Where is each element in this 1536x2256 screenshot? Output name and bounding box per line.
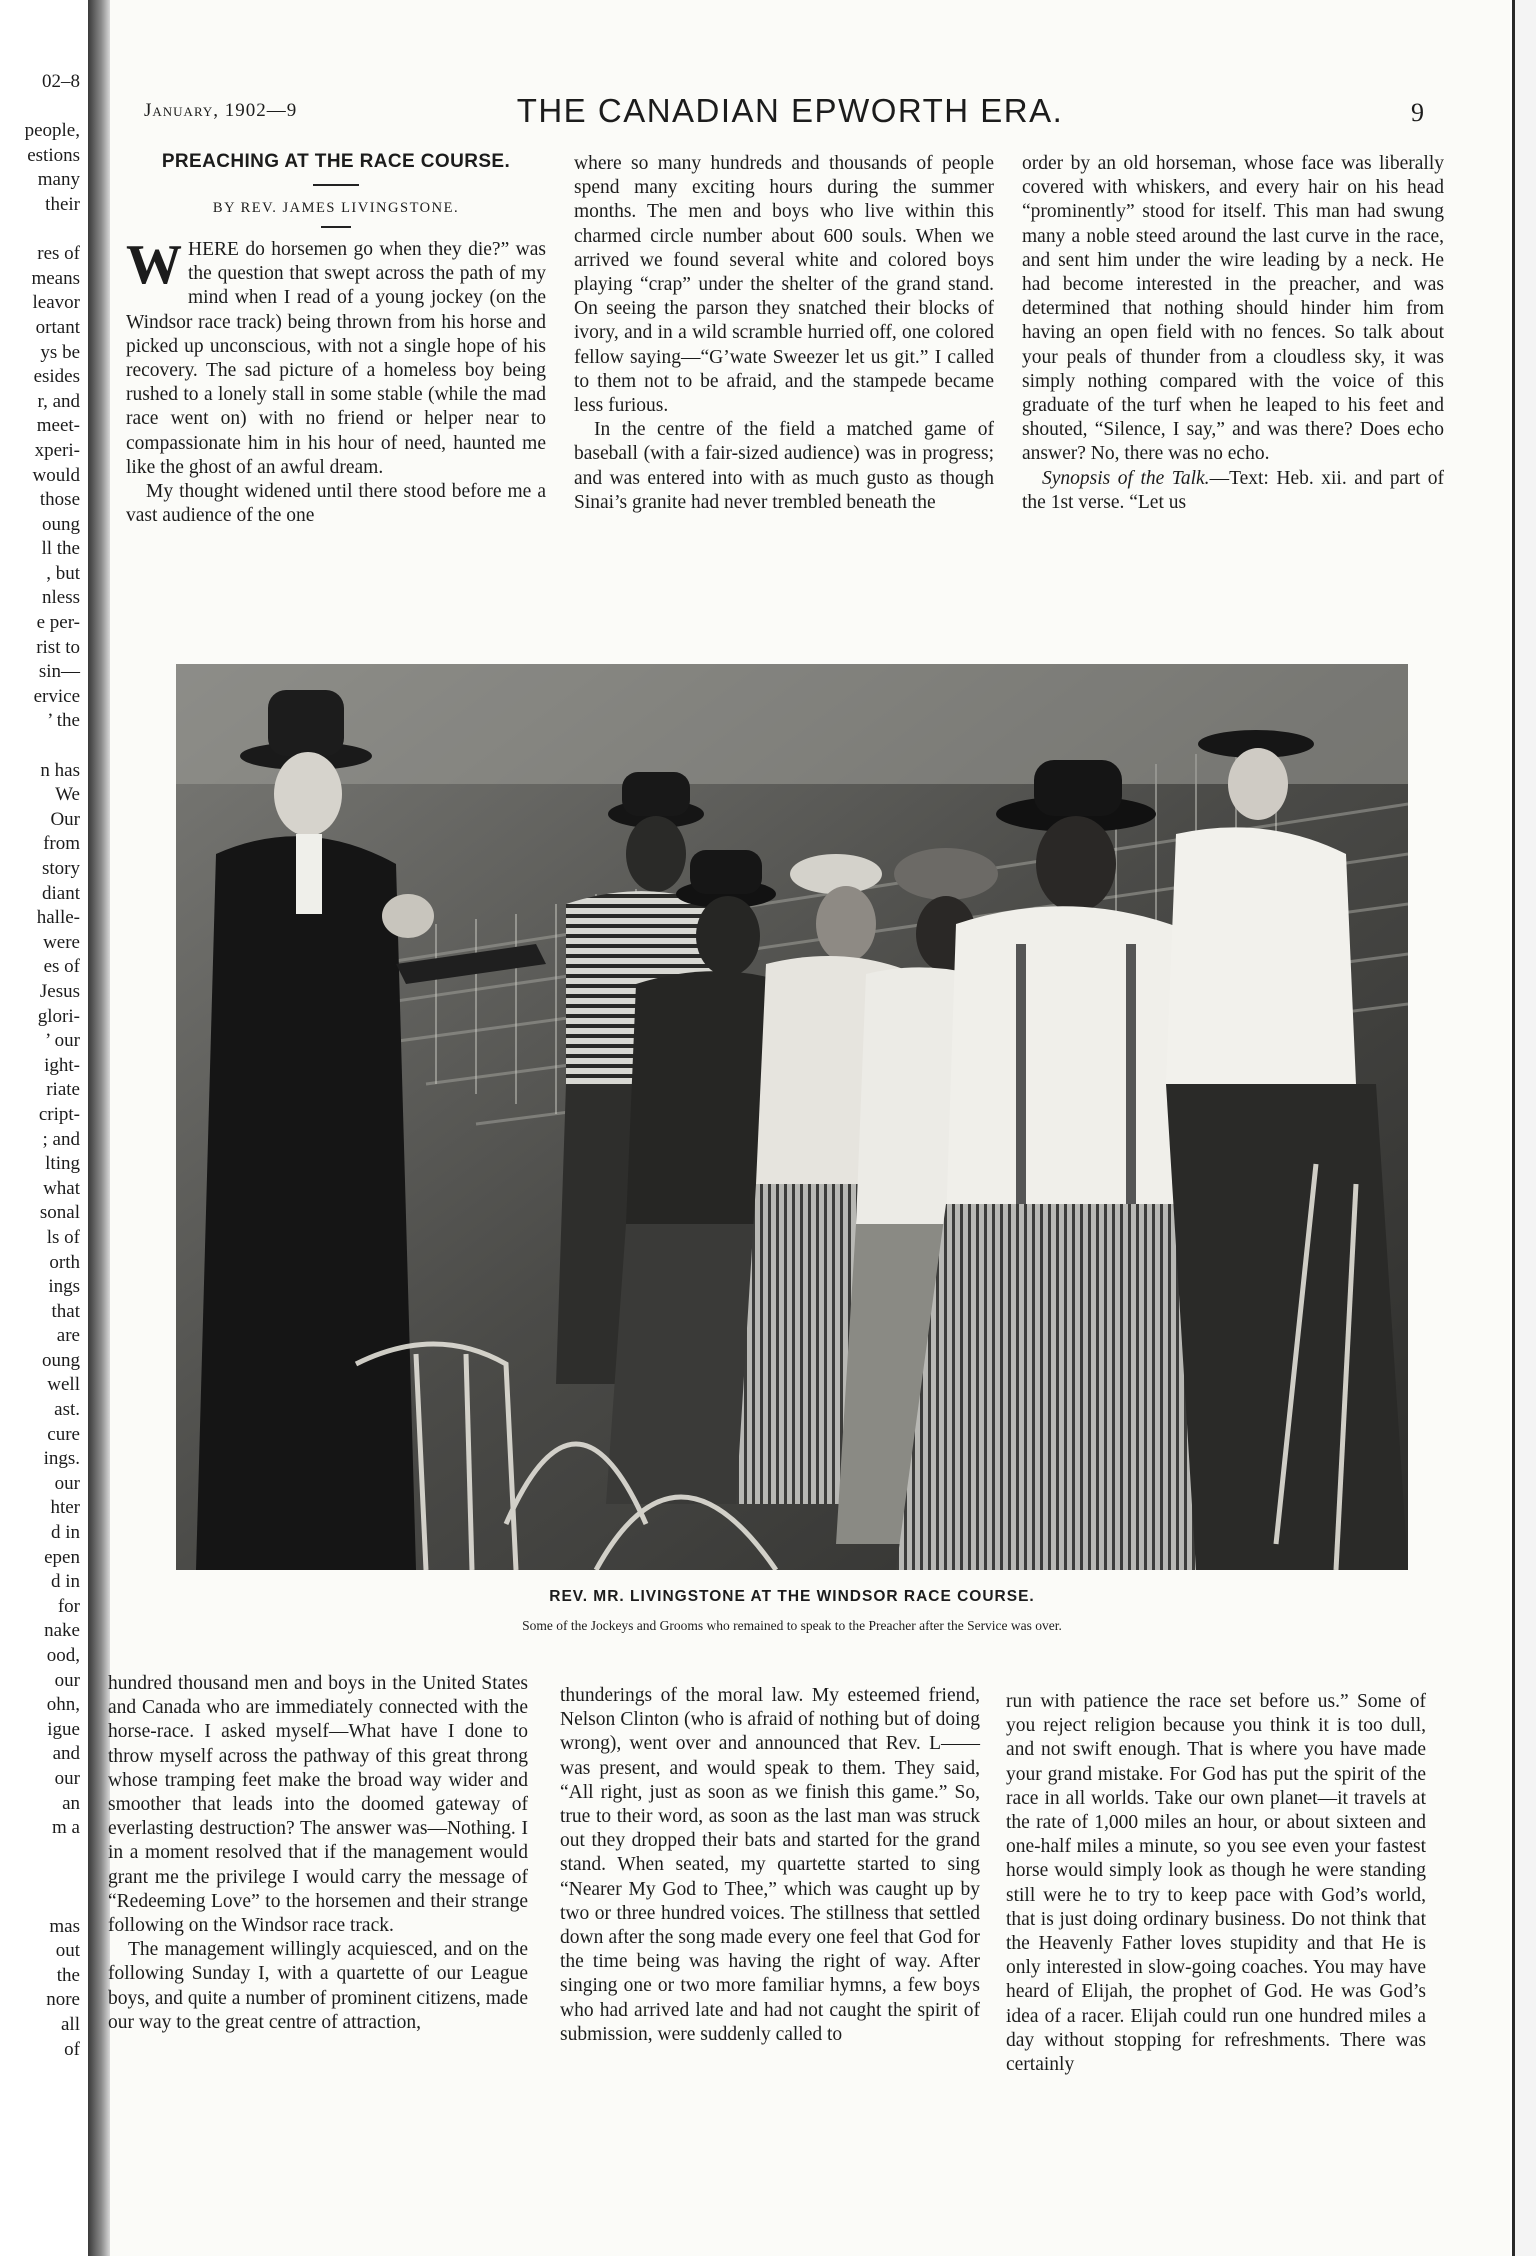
prev-page-line: ll the [41, 538, 80, 560]
prev-page-line: cript- [38, 1103, 80, 1125]
prev-page-line: story [42, 858, 80, 879]
prev-page-line [0, 218, 86, 243]
prev-page-line: ight- [44, 1054, 80, 1076]
prev-page-line: hter [50, 1497, 80, 1519]
prev-page-line: nore [46, 1989, 80, 2011]
prev-page-line: ast. [54, 1399, 80, 1421]
title-rule [313, 184, 359, 186]
article-column-1 [126, 150, 546, 528]
prev-page-line: mas [49, 1915, 80, 1937]
prev-page-line: cure [47, 1423, 80, 1445]
prev-page-line: those [39, 489, 80, 511]
prev-page-line: out [55, 1940, 80, 1962]
prev-page-line: their [45, 193, 80, 215]
page-edge [1512, 0, 1536, 2256]
prev-page-line: oung [42, 1349, 80, 1371]
header-date: January, 1902—9 [144, 100, 298, 121]
prev-page-line: ; and [42, 1128, 80, 1150]
prev-page-line: ings. [43, 1448, 80, 1470]
prev-page-line: Our [50, 808, 80, 830]
prev-page-line: for [57, 1595, 80, 1617]
prev-page-line: Jesus [39, 980, 80, 1002]
paragraph: thunderings of the moral law. My esteemed friend, Nelson Clinton (who is afraid of nothing but of doing wrong), went over and announced that Rev. L—— was present, and would speak to them. They said, “All right, just as soon as we finish this game.” So, true to their word, as soon as the last man was struck out they dropped their bats and started for the grand stand. When seated, my quartette started to sing “Nearer My God to Thee,” which was caught up by two or three hundred voices. The stillness that settled down after the song made every one feel that God for the time being was having the right of way. After singing one or two more familiar hymns, a few boys who had arrived late and had not caught the spirit of submission, were suddenly called to [560, 1685, 980, 2045]
prev-page-line: e per- [36, 612, 80, 634]
paragraph: My thought widened until there stood before me a vast audience of the one [126, 480, 546, 527]
prev-page-line: riate [46, 1079, 80, 1101]
prev-page-line: We [55, 784, 80, 806]
drop-cap: W [126, 233, 182, 296]
article-byline: BY REV. JAMES LIVINGSTONE. [212, 200, 460, 217]
prev-page-line: people, [24, 120, 80, 142]
prev-page-line: sonal [39, 1202, 80, 1224]
prev-page-line: nless [42, 587, 80, 609]
prev-page-line: nake [44, 1620, 80, 1642]
prev-page-line: that [51, 1300, 80, 1322]
prev-page-line: are [56, 1325, 80, 1347]
article-column-2 [574, 152, 994, 515]
prev-page-line: an [62, 1792, 80, 1814]
prev-page-line: , but [46, 562, 80, 584]
prev-page-line: d in [50, 1522, 80, 1544]
paragraph: In the centre of the field a matched game of baseball (with a fair-sized audience) was in progress; and was entered into with as much gusto as though Sinai’s granite had never trembled beneath the [574, 419, 994, 513]
prev-page-line: our [54, 1472, 80, 1494]
prev-page-line: ood, [46, 1645, 80, 1666]
prev-page-line: oung [42, 513, 80, 535]
publication-title: THE CANADIAN EPWORTH ERA. [516, 92, 1064, 129]
prev-page-line: the [56, 1964, 80, 1986]
prev-page-line: ohn, [46, 1694, 80, 1716]
byline-rule [321, 226, 351, 228]
prev-page-line: ’ the [47, 710, 80, 732]
prev-page-line [0, 734, 86, 759]
paragraph: order by an old horseman, whose face was liberally covered with whiskers, and every hair on his head “prominently” stood for itself. This man had swung many a noble steed around the last curve in the race, and sent him under the wire leading by a neck. He had become interested in the preacher, and was determined that nothing should hinder him from having an open field with no fences. So talk about your peals of thunder from a cloudless sky, it was simply nothing compared with the voice of this graduate of the turf when he leaped to his feet and shouted, “Silence, I say,” and was there? Does echo answer? No, there was no echo. [1022, 153, 1444, 465]
prev-page-line: halle- [36, 907, 80, 929]
prev-page-line: sin— [38, 661, 80, 683]
prev-page-line: res of [37, 243, 80, 265]
prev-page-line: d in [50, 1571, 80, 1593]
photograph-preacher-with-jockeys [176, 664, 1408, 1570]
page-number: 9 [1411, 98, 1424, 127]
article-column-5 [560, 1684, 980, 2047]
prev-page-line: ortant [35, 316, 80, 338]
synopsis-label: Synopsis of the Talk. [1042, 467, 1210, 489]
article-column-6 [1006, 1690, 1426, 2077]
previous-page-fragment [0, 0, 86, 2256]
prev-page-line: our [54, 1767, 80, 1789]
prev-page-line [0, 1890, 86, 1915]
prev-page-line: and [52, 1743, 80, 1765]
prev-page-line: all [61, 2013, 80, 2035]
prev-page-line: estions [27, 144, 80, 166]
prev-page-line: ings [48, 1276, 80, 1298]
prev-page-line: diant [42, 882, 80, 904]
prev-page-line [0, 95, 86, 120]
paragraph: run with patience the race set before us.” Some of you reject religion because you think it is too dull, and not swift enough. That is where you have made your grand mistake. For God has put the spirit of the race in all worlds. Take our own planet—it travels at the rate of 1,000 miles an hour, or about sixteen and one-half miles a minute, so you see even your fastest horse would simply look as though he were standing still were he to try to keep pace with God’s world, that is just doing ordinary business. Do not think that the Heavenly Father loves stupidity and that He is only interested in slow-going coaches. You may have heard of Elijah, the prophet of God. He was God’s idea of a racer. Elijah could run one hundred miles a day without stopping for refreshments. There was certainly [1006, 1691, 1426, 2076]
prev-page-line: our [54, 1669, 80, 1691]
prev-page-line: xperi- [34, 439, 80, 461]
binding-gutter [88, 0, 110, 2256]
article-column-4 [108, 1672, 528, 2035]
prev-page-line: meet- [36, 415, 80, 437]
paragraph: The management willingly acquiesced, and on the following Sunday I, with a quartette of our League boys, and quite a number of prominent citizens, made our way to the great centre of attraction, [108, 1939, 528, 2033]
photo-caption-subtitle: Some of the Jockeys and Grooms who remained to speak to the Preacher after the Service was over. [522, 1618, 1062, 1633]
prev-page-line: lting [45, 1153, 80, 1175]
prev-page-line [0, 1865, 86, 1890]
prev-page-line: igue [47, 1718, 80, 1740]
paragraph: where so many hundreds and thousands of people spend many exciting hours during the summer months. The men and boys who live within this charmed circle number about 600 souls. When we arrived we found several white and colored boys playing “crap” under the shelter of the grand stand. On seeing the parson they snatched their blocks of ivory, and in a wild scramble hurried off, one colored fellow saying—“G’wate Sweezer let us git.” I called to them not to be afraid, and the stampede became less furious. [574, 153, 994, 417]
prev-page-line: of [64, 2038, 80, 2060]
prev-page-line: n has [40, 759, 80, 781]
prev-page-line: leavor [32, 292, 80, 314]
photo-caption-title: REV. MR. LIVINGSTONE AT THE WINDSOR RACE COURSE. [549, 1588, 1035, 1605]
prev-page-line: many [37, 169, 80, 191]
prev-page-line: from [43, 833, 80, 855]
article-column-3 [1022, 152, 1444, 515]
prev-page-line: glori- [37, 1005, 80, 1027]
prev-page-line: esides [33, 366, 80, 388]
prev-page-line: r, and [37, 390, 80, 412]
prev-page-line: what [43, 1177, 80, 1199]
prev-page-line: would [32, 464, 80, 486]
running-header [140, 92, 1440, 132]
prev-page-line: were [43, 931, 80, 953]
prev-page-line: es of [43, 956, 80, 978]
prev-page-line: ls of [46, 1226, 80, 1248]
prev-page-line: means [31, 267, 80, 289]
prev-page-line [0, 1841, 86, 1866]
prev-page-line: m a [52, 1817, 80, 1839]
prev-page-line: rist to [36, 636, 80, 658]
prev-page-line: ys be [40, 341, 80, 363]
prev-page-line: epen [44, 1546, 80, 1568]
paragraph: WHERE do horsemen go when they die?” was the question that swept across the path of my mind when I read of a young jockey (on the Windsor race track) being thrown from his horse and picked up unconscious, with not a single hope of his recovery. The sad picture of a homeless boy being rushed to a lonely stall in some stable (while the mad race went on) with no friend or helper near to compassionate him in his hour of need, haunted me like the ghost of an awful dream. [126, 233, 546, 478]
prev-page-line: 02–8 [42, 71, 80, 92]
prev-page-line: orth [49, 1251, 80, 1273]
article-title: PREACHING AT THE RACE COURSE. [161, 151, 511, 172]
prev-page-line: ervice [33, 685, 80, 707]
paragraph: Synopsis of the Talk.—Text: Heb. xii. and part of the 1st verse. “Let us [1022, 467, 1444, 513]
paragraph: hundred thousand men and boys in the United States and Canada who are immediately connected with the horse-race. I asked myself—What have I done to throw myself across the pathway of this great throng whose tramping feet make the broad way wider and smoother that leads into the doomed gateway of everlasting destruction? The answer was—Nothing. I in a moment resolved that if the management would grant me the privilege I would carry the message of “Redeeming Love” to the horsemen and their strange following on the Windsor race track. [108, 1673, 528, 1937]
photo-illustration [176, 664, 1408, 1570]
prev-page-line: ’ our [45, 1030, 80, 1052]
prev-page-line: well [47, 1374, 80, 1396]
